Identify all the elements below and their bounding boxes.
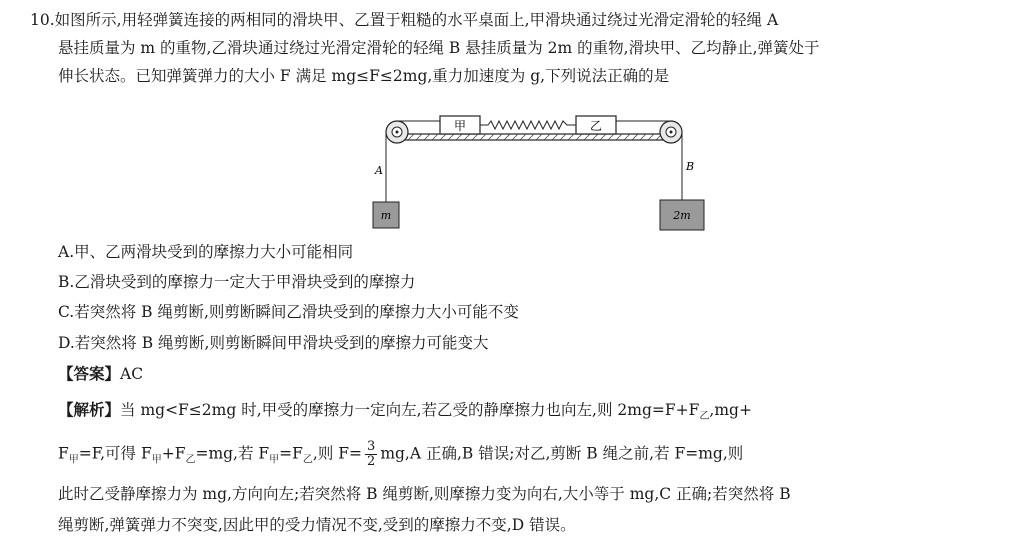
solution-label: 【解析】 xyxy=(58,401,121,419)
weight-m-label: m xyxy=(380,209,392,222)
solution-line-2: $F_甲=F$,可得 $F_甲+F_乙=mg$,若 $F_甲=F_乙$,则 F= $\frac{3}{2}$ mg,A 正确,B 错误;对乙,剪断 B 绳之前,若 F=mg,则 xyxy=(58,439,744,469)
option-c: C.若突然将 B 绳剪断,则剪断瞬间乙滑块受到的摩擦力大小可能不变 xyxy=(58,303,519,321)
solution-line-1: 【解析】当 mg<F≤2mg 时,甲受的摩擦力一定向左,若乙受的静摩擦力也向左,则 $2mg=F+F_乙,mg+$ xyxy=(58,401,752,423)
answer-value: AC xyxy=(120,365,144,383)
rope-b-label: B xyxy=(686,160,695,173)
option-a: A.甲、乙两滑块受到的摩擦力大小可能相同 xyxy=(58,243,354,261)
block-yi-label: 乙 xyxy=(589,119,603,133)
rope-a-label: A xyxy=(375,164,383,177)
question-line-2: 悬挂质量为 m 的重物,乙滑块通过绕过光滑定滑轮的轻绳 B 悬挂质量为 2m 的重物,滑块甲、乙均静止,弹簧处于 xyxy=(58,39,820,57)
block-jia-label: 甲 xyxy=(453,119,467,133)
option-b: B.乙滑块受到的摩擦力一定大于甲滑块受到的摩擦力 xyxy=(58,273,416,291)
question-line-3: 伸长状态。已知弹簧弹力的大小 F 满足 mg≤F≤2mg,重力加速度为 g,下列说法正确的是 xyxy=(58,67,670,85)
physics-diagram xyxy=(360,112,710,240)
weight-2m-label: 2m xyxy=(673,209,691,222)
question-line-1: 10.如图所示,用轻弹簧连接的两相同的滑块甲、乙置于粗糙的水平桌面上,甲滑块通过绕过光滑定滑轮的轻绳 A xyxy=(30,11,779,29)
option-d: D.若突然将 B 绳剪断,则剪断瞬间甲滑块受到的摩擦力可能变大 xyxy=(58,334,489,352)
answer-label: 【答案】 xyxy=(58,365,121,383)
question-number: 10. xyxy=(30,11,55,29)
fraction-three-halves: $\frac{3}{2}$ xyxy=(367,439,376,469)
solution-line-3: 此时乙受静摩擦力为 mg,方向向左;若突然将 B 绳剪断,则摩擦力变为向右,大小等于 mg,C 正确;若突然将 B xyxy=(58,485,791,503)
answer-line xyxy=(58,362,143,386)
spring xyxy=(480,121,576,129)
solution-line-4: 绳剪断,弹簧弹力不突变,因此甲的受力情况不变,受到的摩擦力不变,D 错误。 xyxy=(58,516,576,534)
